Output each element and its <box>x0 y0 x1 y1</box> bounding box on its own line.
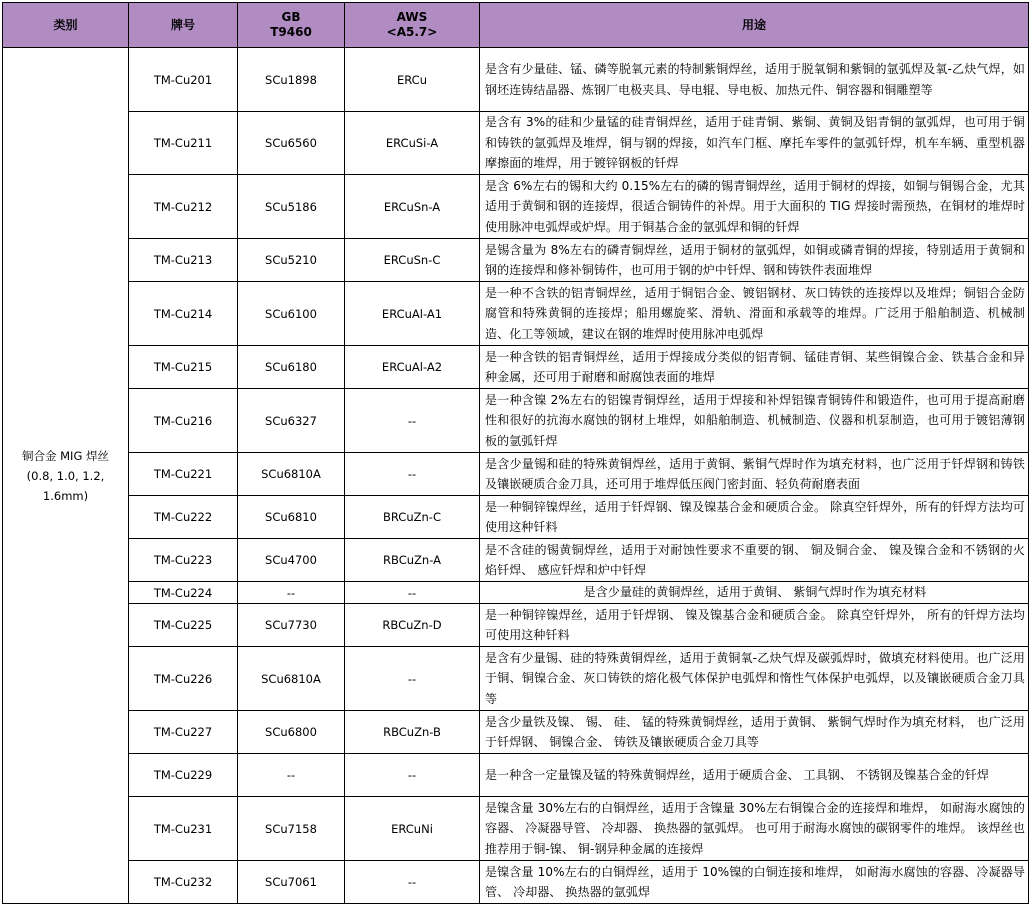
table-row <box>3 496 1029 539</box>
gb-cell: SCu6327 <box>238 389 345 453</box>
gb-cell: SCu6560 <box>238 112 345 175</box>
aws-cell: ERCuSn-C <box>345 239 480 282</box>
usage-cell: 是含有少量锡、硅的特殊黄铜焊丝，适用于黄铜氧-乙炔气焊及碳弧焊时，做填充材料使用。也广泛用于铜、铜镍合金、灰口铸铁的熔化极气体保护电弧焊和惰性气体保护电弧焊，以及镶嵌硬质合金刀具等 <box>480 647 1029 711</box>
table-row <box>3 754 1029 797</box>
usage-cell: 是含有 3%的硅和少量锰的硅青铜焊丝，适用于硅青铜、紫铜、黄铜及铝青铜的氩弧焊，也可用于铜和铸铁的氩弧焊及堆焊，铜与钢的焊接，如汽车门框、摩托车零件的氩弧钎焊，机车车辆、重型机器摩擦面的堆焊，用于镀锌钢板的钎焊 <box>480 112 1029 175</box>
grade-cell: TM-Cu223 <box>129 539 238 582</box>
grade-cell: TM-Cu211 <box>129 112 238 175</box>
grade-cell: TM-Cu229 <box>129 754 238 797</box>
gb-cell: SCu6810A <box>238 453 345 496</box>
usage-cell: 是一种铜锌镍焊丝，适用于钎焊钢、 镍及镍基合金和硬质合金。 除真空钎焊外， 所有的钎焊方法均可使用这种钎料 <box>480 604 1029 647</box>
table-row <box>3 582 1029 604</box>
aws-cell: -- <box>345 754 480 797</box>
table-row <box>3 453 1029 496</box>
category-line2: (0.8, 1.0, 1.2, <box>26 468 105 483</box>
aws-cell: ERCuNi <box>345 797 480 861</box>
usage-cell: 是含少量锡和硅的特殊黄铜焊丝，适用于黄铜、紫铜气焊时作为填充材料，也广泛用于钎焊钢和铸铁及镶嵌硬质合金刀具，还可用于堆焊低压阀门密封面、轻负荷耐磨表面 <box>480 453 1029 496</box>
usage-cell: 是镍含量 10%左右的白铜焊丝，适用于 10%镍的白铜连接和堆焊， 如耐海水腐蚀的容器、冷凝器导管、 冷却器、 换热器的氩弧焊 <box>480 861 1029 904</box>
usage-cell: 是镍含量 30%左右的白铜焊丝，适用于含镍量 30%左右铜镍合金的连接焊和堆焊， 如耐海水腐蚀的容器、 冷凝器导管、 冷却器、 换热器的氩弧焊。 也可用于耐海水腐蚀的碳钢零件的堆焊。 该焊丝也推荐用于铜-镍、 铜-钢异种金属的连接焊 <box>480 797 1029 861</box>
grade-cell: TM-Cu227 <box>129 711 238 754</box>
table-row <box>3 604 1029 647</box>
grade-cell: TM-Cu213 <box>129 239 238 282</box>
gb-cell: -- <box>238 754 345 797</box>
aws-cell: -- <box>345 861 480 904</box>
gb-cell: -- <box>238 582 345 604</box>
table-row <box>3 861 1029 904</box>
grade-cell: TM-Cu215 <box>129 346 238 389</box>
usage-cell: 是一种含一定量镍及锰的特殊黄铜焊丝，适用于硬质合金、 工具钢、 不锈钢及镍基合金的钎焊 <box>480 754 1029 797</box>
table-row <box>3 48 1029 112</box>
table-row <box>3 175 1029 239</box>
table-body <box>3 48 1029 904</box>
grade-cell: TM-Cu225 <box>129 604 238 647</box>
aws-cell: ERCuSi-A <box>345 112 480 175</box>
gb-cell: SCu6800 <box>238 711 345 754</box>
table-row <box>3 797 1029 861</box>
usage-cell: 是含少量硅的黄铜焊丝，适用于黄铜、 紫铜气焊时作为填充材料 <box>480 582 1029 604</box>
header-row <box>3 3 1029 48</box>
header-aws <box>345 3 480 48</box>
table-row <box>3 389 1029 453</box>
table-row <box>3 711 1029 754</box>
header-aws-line2: <A5.7> <box>386 25 438 39</box>
aws-cell: ERCuSn-A <box>345 175 480 239</box>
gb-cell: SCu6100 <box>238 282 345 346</box>
gb-cell: SCu5186 <box>238 175 345 239</box>
table-row <box>3 346 1029 389</box>
usage-cell: 是一种含铁的铝青铜焊丝，适用于焊接成分类似的铝青铜、锰硅青铜、某些铜镍合金、铁基合金和异种金属，还可用于耐磨和耐腐蚀表面的堆焊 <box>480 346 1029 389</box>
category-line1: 铜合金 MIG 焊丝 <box>21 448 110 463</box>
header-aws-line1: AWS <box>396 10 428 24</box>
usage-cell: 是不含硅的锡黄铜焊丝，适用于对耐蚀性要求不重要的钢、 铜及铜合金、 镍及镍合金和不锈钢的火焰钎焊、 感应钎焊和炉中钎焊 <box>480 539 1029 582</box>
grade-cell: TM-Cu214 <box>129 282 238 346</box>
usage-cell: 是含 6%左右的锡和大约 0.15%左右的磷的锡青铜焊丝，适用于铜材的焊接，如铜与铜锡合金，尤其适用于黄铜和钢的连接焊，很适合铜铸件的补焊。用于大面积的 TIG 焊接时需预热，在铜材的堆焊时使用脉冲电弧焊或炉焊。用于铜基合金的氩弧焊和铜的钎焊 <box>480 175 1029 239</box>
header-gb <box>238 3 345 48</box>
gb-cell: SCu6180 <box>238 346 345 389</box>
gb-cell: SCu1898 <box>238 48 345 112</box>
gb-cell: SCu6810A <box>238 647 345 711</box>
aws-cell: RBCuZn-B <box>345 711 480 754</box>
grade-cell: TM-Cu216 <box>129 389 238 453</box>
aws-cell: -- <box>345 389 480 453</box>
header-grade: 牌号 <box>129 3 238 48</box>
grade-cell: TM-Cu232 <box>129 861 238 904</box>
header-gb-line1: GB <box>281 10 301 24</box>
table-row <box>3 239 1029 282</box>
usage-cell: 是一种含镍 2%左右的铝镍青铜焊丝，适用于焊接和补焊铝镍青铜铸件和锻造件，也可用于提高耐磨性和很好的抗海水腐蚀的钢材上堆焊，如船舶制造、机械制造、仪器和机泵制造，也可用于镀铝薄钢板的氩弧钎焊 <box>480 389 1029 453</box>
aws-cell: RBCuZn-A <box>345 539 480 582</box>
grade-cell: TM-Cu224 <box>129 582 238 604</box>
grade-cell: TM-Cu221 <box>129 453 238 496</box>
gb-cell: SCu6810 <box>238 496 345 539</box>
gb-cell: SCu5210 <box>238 239 345 282</box>
grade-cell: TM-Cu231 <box>129 797 238 861</box>
usage-cell: 是锡含量为 8%左右的磷青铜焊丝，适用于铜材的氩弧焊，如铜或磷青铜的焊接，特别适用于黄铜和钢的连接焊和修补铜铸件，也可用于钢的炉中钎焊、钢和铸铁件表面堆焊 <box>480 239 1029 282</box>
aws-cell: BRCuZn-C <box>345 496 480 539</box>
header-usage: 用途 <box>480 3 1029 48</box>
table-row <box>3 539 1029 582</box>
category-line3: 1.6mm) <box>42 488 89 503</box>
aws-cell: RBCuZn-D <box>345 604 480 647</box>
gb-cell: SCu7158 <box>238 797 345 861</box>
grade-cell: TM-Cu201 <box>129 48 238 112</box>
table-row <box>3 112 1029 175</box>
usage-cell: 是含有少量硅、锰、磷等脱氧元素的特制紫铜焊丝，适用于脱氧铜和紫铜的氩弧焊及氧-乙炔气焊，如钢坯连铸结晶器、炼钢厂电极夹具、导电辊、导电板、加热元件、铜容器和铜雕塑等 <box>480 48 1029 112</box>
aws-cell: ERCuAl-A1 <box>345 282 480 346</box>
gb-cell: SCu4700 <box>238 539 345 582</box>
gb-cell: SCu7061 <box>238 861 345 904</box>
aws-cell: -- <box>345 582 480 604</box>
aws-cell: ERCuAl-A2 <box>345 346 480 389</box>
welding-wire-table <box>2 2 1029 904</box>
aws-cell: -- <box>345 453 480 496</box>
table-row <box>3 647 1029 711</box>
table-row <box>3 282 1029 346</box>
grade-cell: TM-Cu212 <box>129 175 238 239</box>
usage-cell: 是一种不含铁的铝青铜焊丝，适用于铜铝合金、镀铝钢材、灰口铸铁的连接焊以及堆焊；铜铝合金防腐管和特殊黄铜的连接焊；船用螺旋桨、滑轨、滑面和承载等的堆焊。广泛用于船舶制造、机械制造、化工等领域，建议在钢的堆焊时使用脉冲电弧焊 <box>480 282 1029 346</box>
aws-cell: ERCu <box>345 48 480 112</box>
gb-cell: SCu7730 <box>238 604 345 647</box>
grade-cell: TM-Cu222 <box>129 496 238 539</box>
aws-cell: -- <box>345 647 480 711</box>
usage-cell: 是含少量铁及镍、 锡、 硅、 锰的特殊黄铜焊丝，适用于黄铜、 紫铜气焊时作为填充材料， 也广泛用于钎焊钢、 铜镍合金、 铸铁及镶嵌硬质合金刀具等 <box>480 711 1029 754</box>
grade-cell: TM-Cu226 <box>129 647 238 711</box>
header-category: 类别 <box>3 3 129 48</box>
usage-cell: 是一种铜锌镍焊丝，适用于钎焊钢、镍及镍基合金和硬质合金。 除真空钎焊外，所有的钎焊方法均可使用这种钎料 <box>480 496 1029 539</box>
header-gb-line2: T9460 <box>270 25 312 39</box>
category-cell <box>3 48 129 904</box>
